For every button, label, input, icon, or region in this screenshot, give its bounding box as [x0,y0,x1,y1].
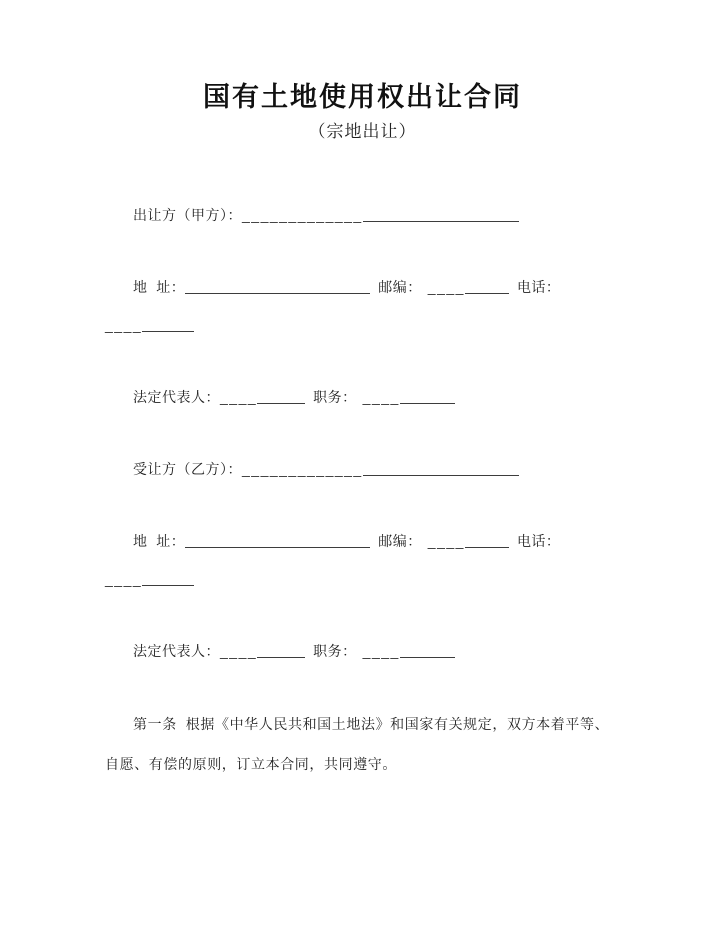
party-b-address-line [105,522,620,598]
party-a-label: 出让方（甲方）： [133,207,242,223]
phone-label: 电话： [516,279,561,295]
party-a-address-line [105,268,620,344]
phone-blank-line [142,573,194,586]
phone-blank-dashes: ____ [105,317,143,333]
legal-rep-label: 法定代表人： [133,643,220,659]
phone-blank-dashes: ____ [105,571,143,587]
contract-fields [105,196,620,784]
legal-rep-blank-line [257,645,305,658]
postal-label: 邮编： [378,279,422,295]
party-a-section [105,196,620,416]
position-label: 职务： [313,389,357,405]
party-a-line [105,196,620,234]
legal-rep-blank-dashes: ____ [220,389,258,405]
article-1-paragraph: 第一条 根据《中华人民共和国土地法》和国家有关规定，双方本着平等、自愿、有偿的原则，订立本合同，共同遵守。 [105,716,610,772]
postal-label: 邮编： [378,533,422,549]
party-b-line [105,450,620,488]
party-b-section [105,450,620,670]
legal-rep-label: 法定代表人： [133,389,220,405]
phone-blank-line [142,319,194,332]
legal-rep-blank-dashes: ____ [220,643,258,659]
phone-label: 电话： [516,533,561,549]
document-subtitle: （宗地出让） [308,122,417,141]
address-label: 地 址： [133,279,186,295]
party-a-blank-dashes: _____________ [242,207,363,223]
party-b-blank-dashes: _____________ [242,461,363,477]
legal-rep-blank-line [257,391,305,404]
address-label: 地 址： [133,533,186,549]
position-label: 职务： [313,643,357,659]
position-blank-dashes: ____ [362,643,400,659]
party-a-blank-line [363,209,519,222]
position-blank-line [400,645,455,658]
document-title: 国有土地使用权出让合同 [203,82,522,112]
position-blank-line [400,391,455,404]
address-blank-line [185,281,370,294]
party-b-label: 受让方（乙方）： [133,461,242,477]
position-blank-dashes: ____ [362,389,400,405]
postal-blank-dashes: ____ [427,533,465,549]
party-b-blank-line [363,463,519,476]
address-blank-line [185,535,370,548]
postal-blank-line [465,281,509,294]
party-a-legal-rep-line [105,378,620,416]
postal-blank-line [465,535,509,548]
party-b-legal-rep-line [105,632,620,670]
postal-blank-dashes: ____ [427,279,465,295]
